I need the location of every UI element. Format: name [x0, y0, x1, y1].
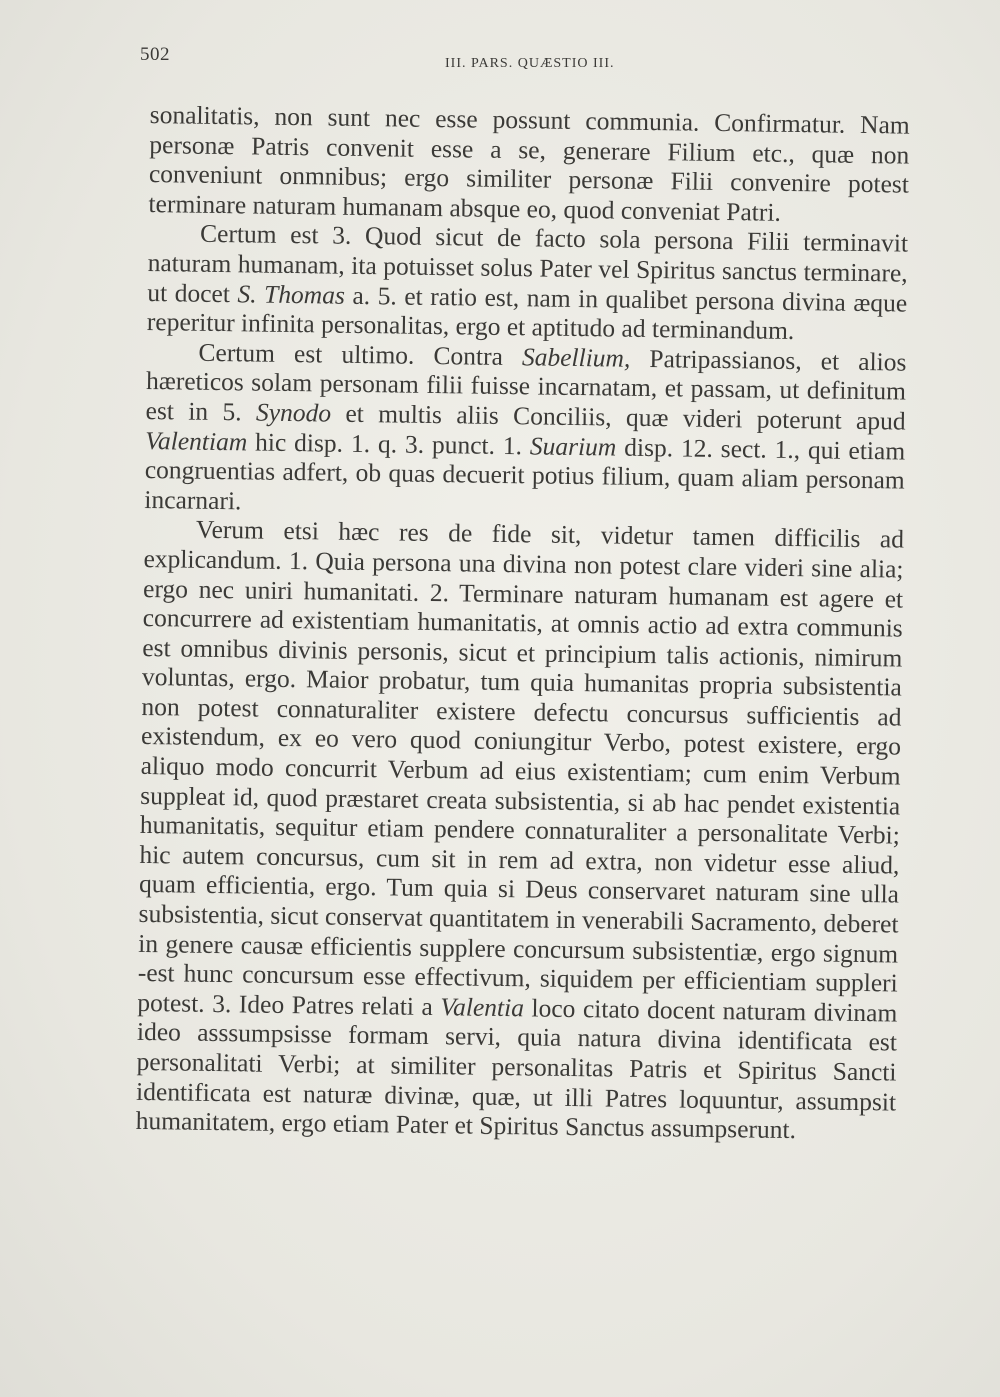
italic-reference: Synodo — [255, 397, 332, 428]
text-run: Certum est 3. Quod sicut de facto sola persona Filii terminavit naturam humanam, ita potuisset solus Pater vel Spiritus sanctus terminare, ut docet — [147, 219, 909, 308]
text-run: et multis aliis Conciliis, quæ videri poterunt apud — [330, 398, 906, 436]
paragraph — [136, 514, 905, 1146]
text-run: loco citato docent naturam divinam ideo asssumpsisse formam servi, quia natura divina identificata est personalitati Verbi; at similiter personalitas Patris et Spiritus Sancti identificata est naturæ divinæ, quæ, ut illi Patres loquuntur, assumpsit humanitatem, ergo etiam Pater et Spiritus Sanctus assumpserunt. — [135, 993, 898, 1145]
paragraph — [144, 337, 906, 525]
italic-reference: Sabellium, — [521, 341, 631, 373]
body-text — [136, 100, 910, 1146]
page-number: 502 — [140, 44, 170, 65]
running-head: III. PARS. QUÆSTIO III. — [445, 56, 615, 71]
text-run: sonalitatis, non sunt nec esse possunt communia. Confirmatur. Nam personæ Patris convenit esse a se, generare Filium etc., quæ non conveniunt onmnibus; ergo similiter personæ Filii convenire potest terminare naturam humanam absque eo, quod conveniat Patri. — [148, 100, 910, 227]
paragraph — [147, 218, 909, 347]
text-run: disp. 12. sect. 1., qui etiam congruentias adfert, ob quas decuerit potius filium, quam aliam personam incarnari. — [144, 432, 906, 516]
text-run: a. 5. et ratio est, nam in qualibet persona divina æque reperitur infinita personalitas, ergo et aptitudo ad terminandum. — [146, 280, 908, 346]
italic-reference: Valentia — [440, 991, 525, 1023]
text-run: Certum est ultimo. Contra — [198, 337, 523, 371]
text-run: Verum etsi hæc res de fide sit, videtur tamen difficilis ad explicandum. 1. Quia persona una divina non potest clare videri sine alia; ergo nec uniri humanitati. 2. Terminare naturam humanam est agere et concurrere ad existentiam humanitatis, at omnis actio ad extra communis est omnibus divinis personis, sicut et principium talis actionis, nimirum voluntas, ergo. Maior probatur, tum quia humanitas propria subsistentia non potest connaturaliter existere defectu concursus sufficientis ad existendum, ex eo vero quod coniungitur Verbo, potest existere, ergo aliquo modo concurrit Verbum ad eius existentiam; cum enim Verbum suppleat id, quod præstaret creata subsistentia, si ab hac pendet existentia humanitatis, sequitur etiam pendere connaturaliter a personalitate Verbi; hic autem concursus, cum sit in rem ad extra, non videtur esse aliud, quam efficientia, ergo. Tum quia si Deus conservaret naturam sine ulla subsistentia, sicut conservat quantitatem in venerabili Sacramento, deberet in genere causæ efficientis supplere concursum subsistentiæ, ergo signum ‑est hunc concursum esse effectivum, siquidem per efficientiam suppleri potest. 3. Ideo Patres relati a — [137, 514, 905, 1021]
italic-reference: Valentiam — [145, 425, 248, 456]
text-run: hic disp. 1. q. 3. punct. 1. — [247, 426, 531, 460]
paragraph — [148, 100, 910, 229]
text-run: Patripassianos, et alios hæreticos solam personam filii fuisse incarnatam, et passam, ut definitum est in 5. — [145, 343, 907, 427]
italic-reference: S. Thomas — [237, 278, 346, 310]
italic-reference: Suarium — [529, 430, 617, 462]
